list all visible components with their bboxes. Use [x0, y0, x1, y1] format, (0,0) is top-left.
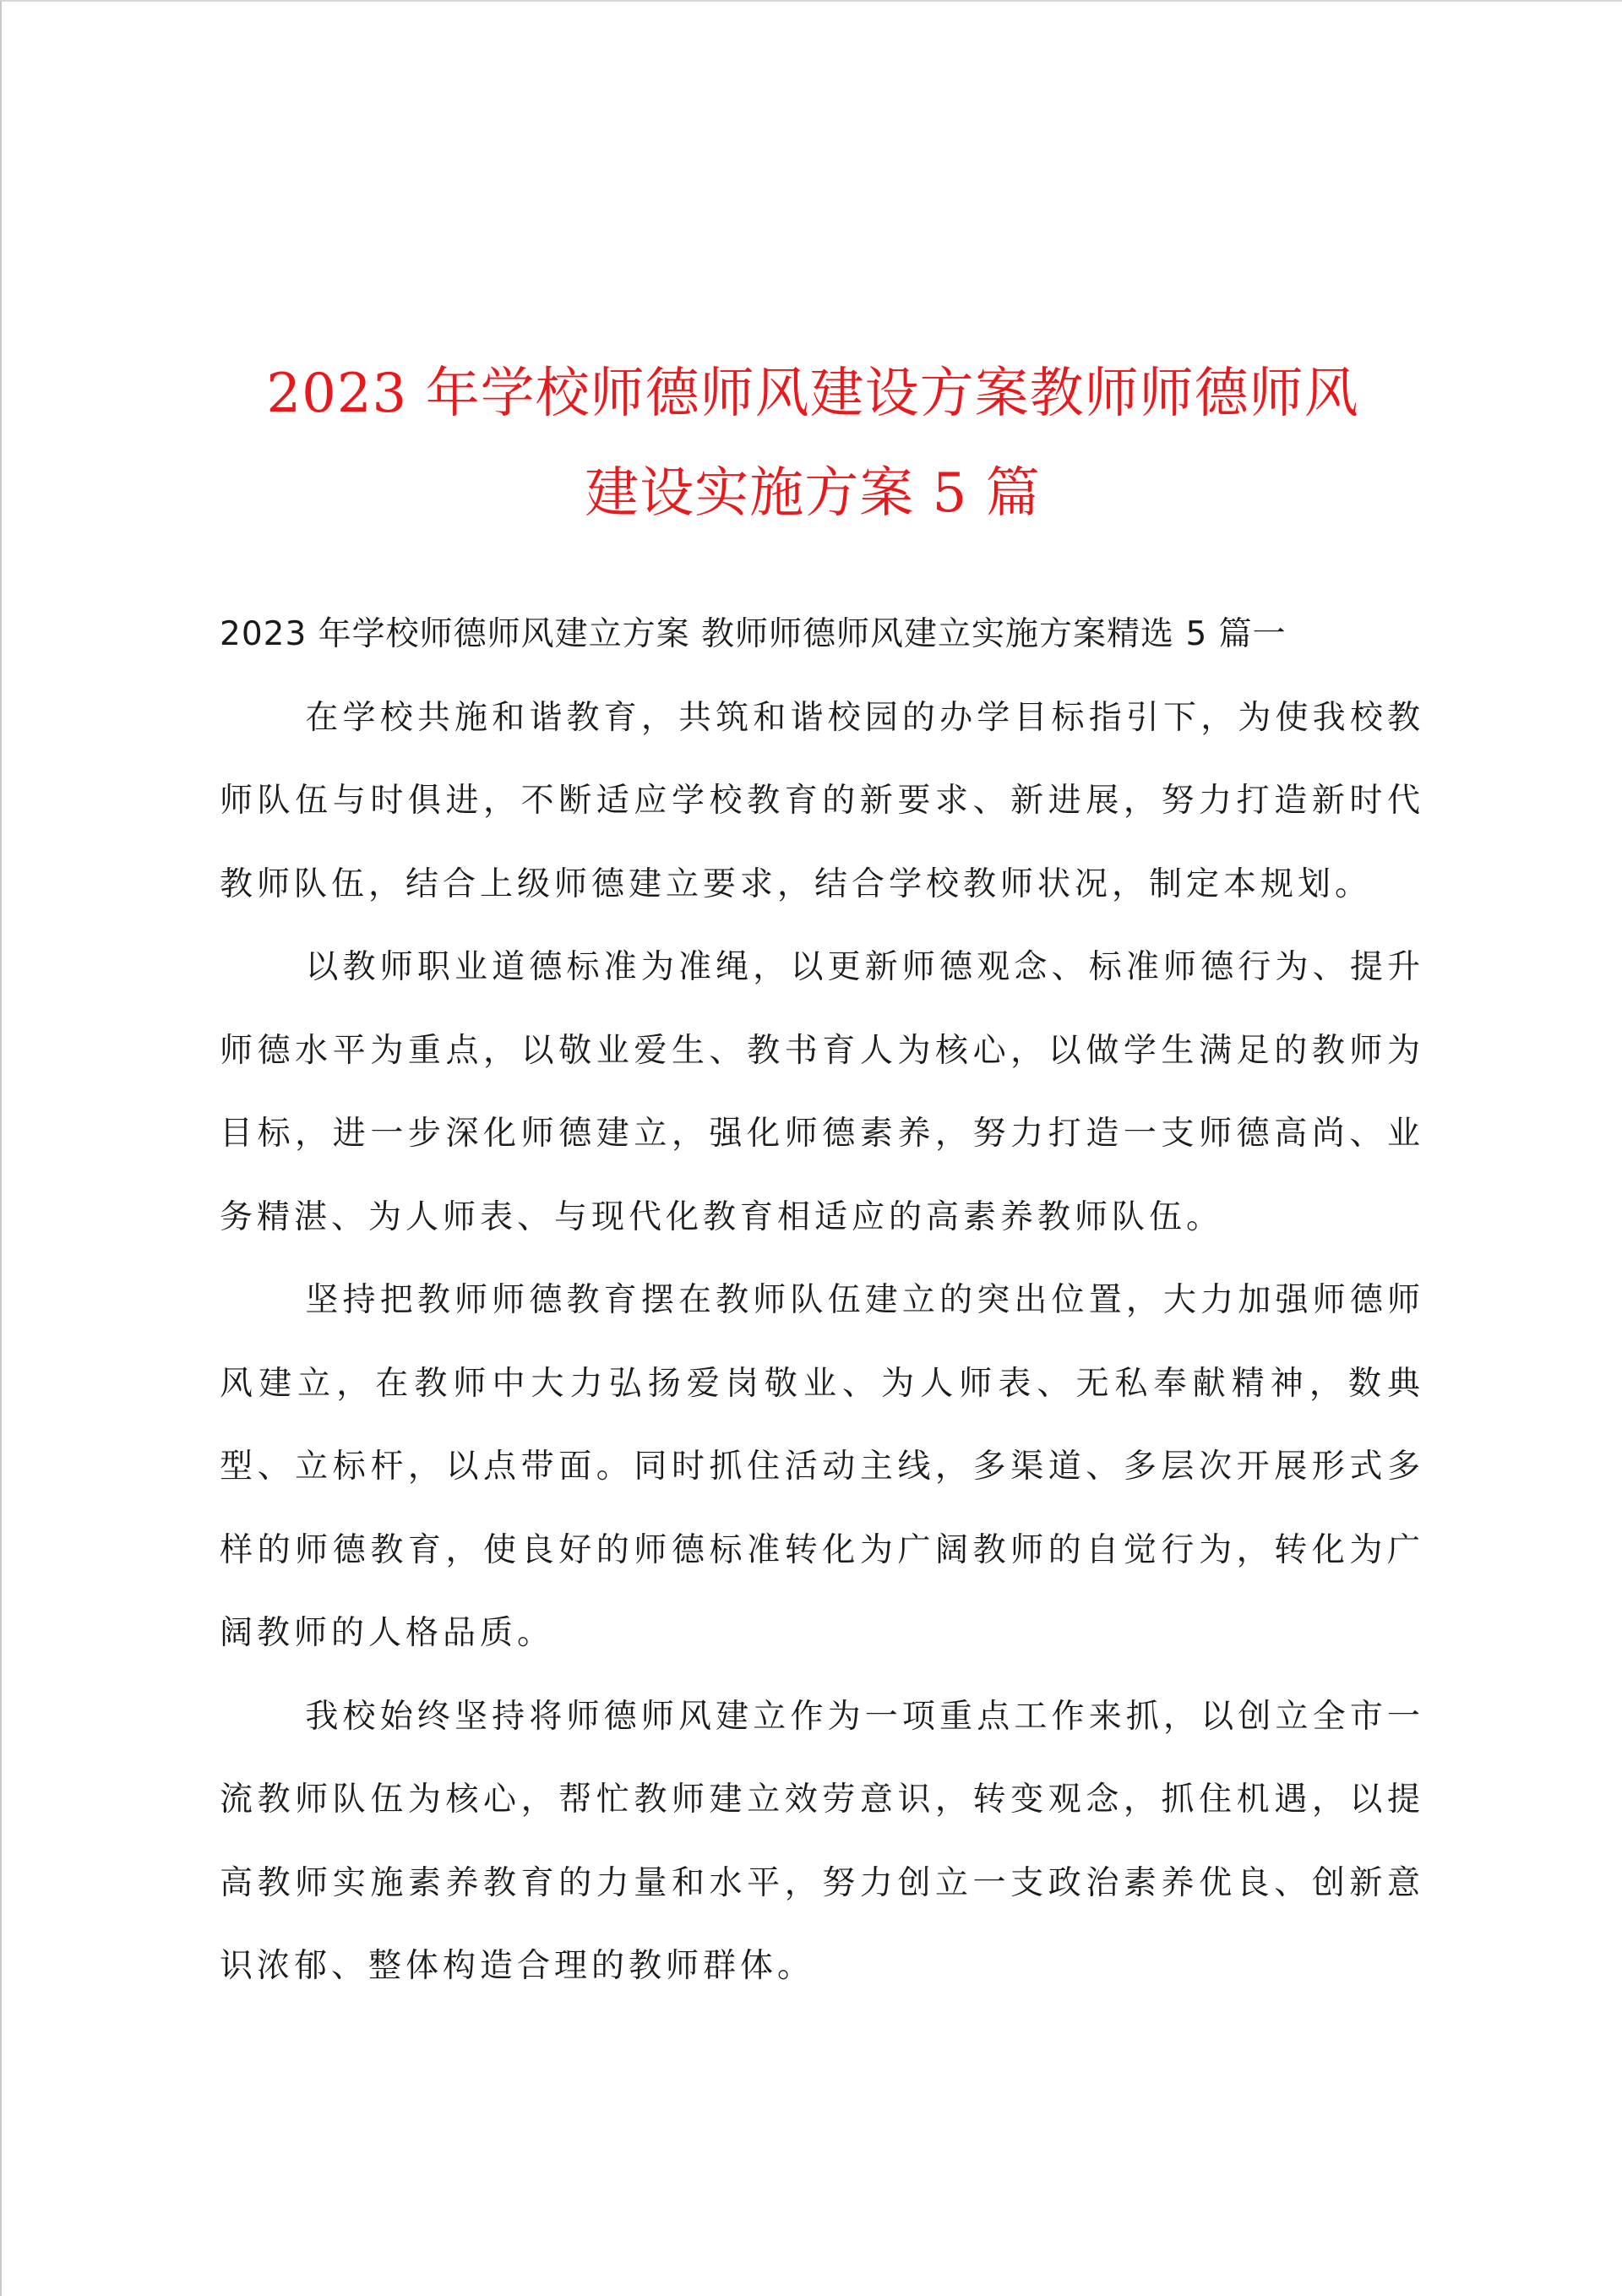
document-title-line-2: 建设实施方案 5 篇: [585, 462, 1041, 525]
paragraph-2: 以教师职业道德标准为准绳，以更新师德观念、标准师德行为、提升师德水平为重点，以敬业爱生、教书育人为核心，以做学生满足的教师为目标，进一步深化师德建立，强化师德素养，努力打造一支师德高尚、业务精湛、为人师表、与现代化教育相适应的高素养教师队伍。: [220, 948, 1424, 1236]
document-title-line-1: 2023 年学校师德师风建设方案教师师德师风: [266, 363, 1359, 425]
document-body: [220, 593, 1424, 2009]
paragraph-3: 坚持把教师师德教育摆在教师队伍建立的突出位置，大力加强师德师风建立，在教师中大力弘扬爱岗敬业、为人师表、无私奉献精神，数典型、立标杆，以点带面。同时抓住活动主线，多渠道、多层次开展形式多样的师德教育，使良好的师德标准转化为广阔教师的自觉行为，转化为广阔教师的人格品质。: [220, 1281, 1424, 1652]
paragraph-4: 我校始终坚持将师德师风建立作为一项重点工作来抓，以创立全市一流教师队伍为核心，帮忙教师建立效劳意识，转变观念，抓住机遇，以提高教师实施素养教育的力量和水平，努力创立一支政治素养优良、创新意识浓郁、整体构造合理的教师群体。: [220, 1697, 1424, 1985]
paragraph-1: 在学校共施和谐教育，共筑和谐校园的办学目标指引下，为使我校教师队伍与时俱进，不断适应学校教育的新要求、新进展，努力打造新时代教师队伍，结合上级师德建立要求，结合学校教师状况，制定本规划。: [220, 698, 1424, 903]
document-title: [204, 344, 1421, 543]
section-heading: 2023 年学校师德师风建立方案 教师师德师风建立实施方案精选 5 篇一: [220, 615, 1287, 653]
